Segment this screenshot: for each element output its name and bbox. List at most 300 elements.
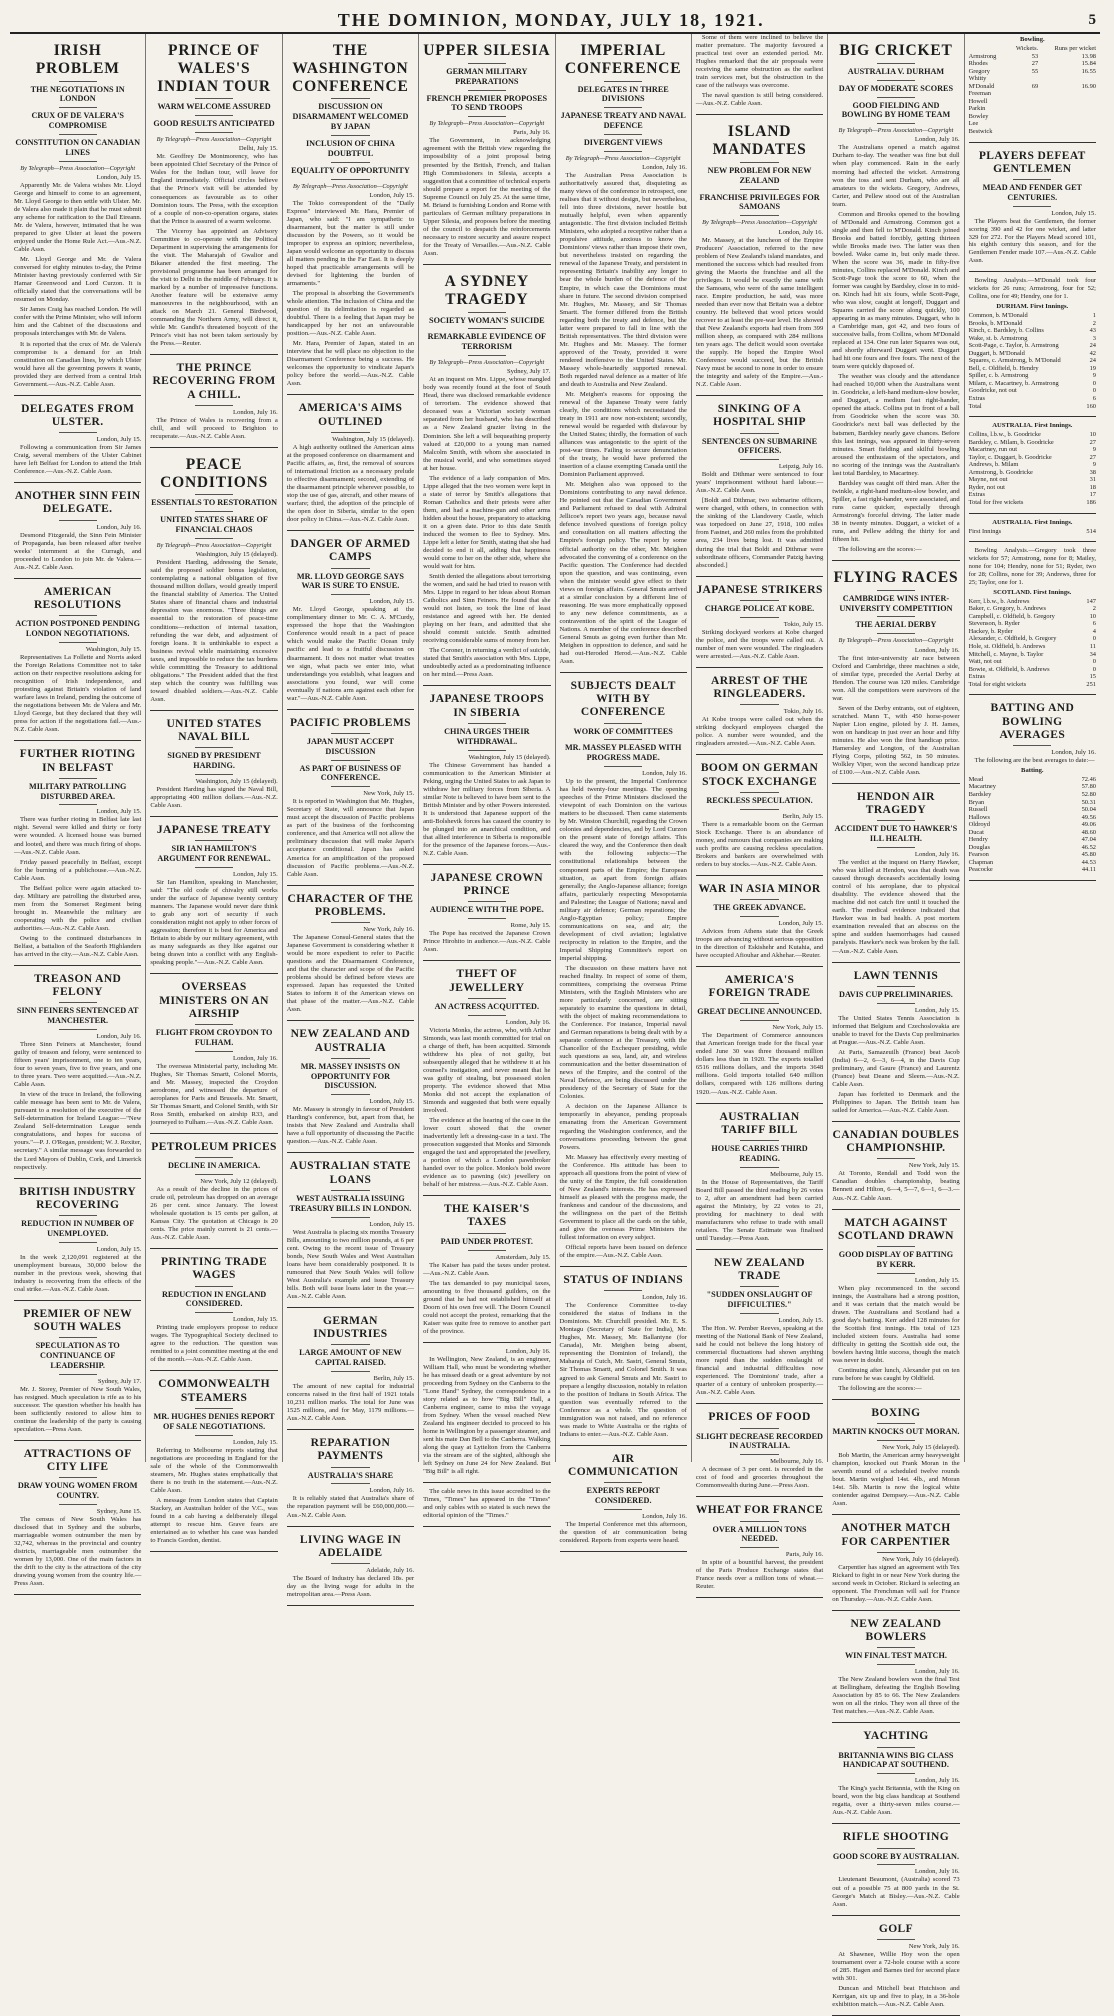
table-cell: 186 xyxy=(1086,499,1096,507)
table-cell: 31 xyxy=(1089,476,1096,484)
story-headline: AUSTRALIAN STATE LOANS xyxy=(289,1160,412,1186)
story-subhead: FLIGHT FROM CROYDON TO FULHAM. xyxy=(155,1027,273,1047)
subhead-rule xyxy=(331,594,369,595)
table-cell: Milam, c. Macartney, b. Armstrong xyxy=(968,379,1059,387)
story-headline: A SYDNEY TRAGEDY xyxy=(444,272,529,308)
story-divider xyxy=(14,395,141,396)
table-cell: Spiller, c. b. Armstrong xyxy=(968,372,1029,380)
story-headline: THE WASHINGTON CONFERENCE xyxy=(292,42,409,95)
story-subhead: CRUX OF DE VALERA'S COMPROMISE xyxy=(31,111,124,131)
table-cell: 27 xyxy=(1089,438,1096,446)
story-subhead: OVER A MILLION TONS NEEDED. xyxy=(712,1524,807,1544)
table-cell: 69 xyxy=(1031,82,1039,90)
table-cell: Stevenson, b. Ryder xyxy=(968,620,1020,628)
table-row xyxy=(969,380,1096,388)
table-cell: Andrews, b. Milam xyxy=(968,461,1019,469)
story-dateline: London, July 15. xyxy=(96,1245,142,1253)
story xyxy=(969,547,1096,688)
story-dateline: London, July 15. xyxy=(233,1438,278,1446)
story-subhead: THE NEGOTIATIONS IN LONDON xyxy=(30,84,125,104)
story-dateline: Melbourne, July 15. xyxy=(770,1170,824,1178)
story-divider xyxy=(287,1605,414,1606)
table-cell: 72.46 xyxy=(1081,775,1096,783)
story-dateline: London, July 16. xyxy=(505,1347,551,1355)
story xyxy=(969,519,1096,536)
story-subhead: DECLINE IN AMERICA. xyxy=(168,1161,261,1171)
story-dateline: Washington, July 15 (delayed). xyxy=(195,777,278,785)
story-subhead: MILITARY PATROLLING DISTURBED AREA. xyxy=(28,781,127,801)
story-subhead: THE GREEK ADVANCE. xyxy=(713,903,806,913)
story-dateline: Sydney, July 17. xyxy=(97,1377,142,1385)
stats-table xyxy=(969,528,1096,536)
story-subhead: PAID UNDER PROTEST. xyxy=(440,1236,533,1246)
story-subhead: WARM WELCOME ASSURED xyxy=(157,102,271,112)
story-paragraph: It is reported in Washington that Mr. Hughes, Secretary of State, will announce that Japan must accept the discussion of Pacific problems as part of the business of the forthcoming conference, and that America will not allow the preliminary discussion that will make Japan's acceptance conditional. Japan has asked America for an amplification of the proposed discussion of Pacific problems.—Aus.-N.Z. Cable Assn. xyxy=(286,798,415,878)
subhead-rule xyxy=(740,1020,778,1021)
subhead-rule xyxy=(468,1250,506,1251)
table-cell xyxy=(1007,113,1038,121)
story-subhead: GOOD DISPLAY OF BATTING BY KERR. xyxy=(838,1249,954,1269)
subhead-rule xyxy=(604,766,642,767)
table-cell: Ryder, not out xyxy=(968,483,1005,491)
table-cell: M'Donald xyxy=(968,82,995,90)
subhead-rule xyxy=(877,97,915,98)
subhead-rule xyxy=(877,1273,915,1274)
story-divider xyxy=(969,271,1096,272)
table-cell: Armstrong, b. Goodricke xyxy=(968,468,1033,476)
story-paragraph: The Conference Committee to-day considered the status of Indians in the Dominions. Mr. Churchill presided. Mr. E. S. Montagu (Secretary of State for India), Mr. Hughes, Mr. Massey, Mr. Ballantyne (for Canada), Mr. Meighen being absent, representing the Dominion of Ireland), the Maharaja of Cutch, Mr. Sastri, General Smuts, Sir Thomas Smartt, and Colonel Smith. It was agreed to ask General Smuts and Mr. Sastri to prepare a lengthy discussion, notably in relation to the position of Indians in South Africa. The question was eventually referred to the Conference as a whole. The question of immigration was not raised, and no reference was made to White Australia or the rights of Indians to enter.—Aus.-N.Z. Cable Assn. xyxy=(559,1302,687,1438)
headline-rule xyxy=(468,901,506,902)
table-row xyxy=(969,387,1096,395)
story xyxy=(150,981,277,1127)
story-subhead: SOCIETY WOMAN'S SUICIDE xyxy=(429,315,545,325)
story-divider xyxy=(832,1722,959,1723)
story-subhead: SIGNED BY PRESIDENT HARDING. xyxy=(167,751,261,771)
story-divider xyxy=(832,962,959,963)
table-cell xyxy=(1007,90,1038,98)
table-row xyxy=(969,866,1096,874)
story-dateline: New York, July 16 (delayed). xyxy=(882,1555,960,1563)
headline-rule xyxy=(468,723,506,724)
table-row xyxy=(969,613,1096,621)
story-subhead: CHINA URGES THEIR WITHDRAWAL. xyxy=(444,726,530,746)
story-headline: PLAYERS DEFEAT GENTLEMEN xyxy=(978,149,1086,175)
story-paragraph: In Wellington, New Zealand, is an engineer, William Hall, who must be wondering whether he has missed death or a great adventure by not proceeding from Sydney on the Canberra to the "Lone Hand" Sydney, the correspondence in a story related as to how "Big Bill" Hall, a Canberra engineer, came to miss the voyage from Sydney. When the vessel reached New Zealand his engineer decided to proceed to his home in Wellington by a passenger steamer, and sent his mate Dan Bell to the Canberra. Walking along the quay at Lyttelton from the Canberra via the stream are of the sighted, although she left Sydney on June 24 for New Zealand. But "Big Bill" is all right. xyxy=(423,1355,551,1476)
story-subhead: AS PART OF BUSINESS OF CONFERENCE. xyxy=(299,763,402,783)
headline-rule xyxy=(195,840,233,841)
table-cell: 13.98 xyxy=(1081,52,1096,60)
story-divider xyxy=(832,1209,959,1210)
table-row xyxy=(969,446,1096,454)
column-4 xyxy=(419,34,555,1520)
table-row xyxy=(969,335,1096,343)
table-cell: 1 xyxy=(1092,311,1096,319)
story-paragraph: The Belfast police were again attacked to-day. Military are patrolling the disturbed area, men from the Somerset Regiment being brought in. Meanwhile the military are cooperating with the police and civilian authorities.—Aus.-N.Z. Cable Assn. xyxy=(14,884,142,932)
table-row xyxy=(969,851,1096,859)
story-paragraph: The Australians opened a match against Durham to-day. The weather was fine but dull when play commenced. Rain in the early morning had affected the wicket. Armstrong won the toss and sent Durham, who are all amateurs to the wickets. Gregory, Andrews, Carter, and Pellew stood out of the Australian team. xyxy=(832,144,960,208)
story-subhead: ESSENTIALS TO RESTORATION xyxy=(151,498,278,508)
headline-rule xyxy=(331,1563,369,1564)
story-dateline: Tokio, July 16. xyxy=(783,708,824,716)
headline-rule xyxy=(331,568,369,569)
story-paragraph: A message from London states that Captain Stackey, an Australian holder of the V.C., was found in a cab having a deliberately illegal attempt to rescue him. Grave fears are entertained as to whether his case was handed to Francis Gordon, dentist. xyxy=(150,1496,278,1544)
story-dateline: New York, July 12 (delayed). xyxy=(200,1177,278,1185)
table-cell: 10 xyxy=(1089,431,1096,439)
story-subhead: DRAW YOUNG WOMEN FROM COUNTRY. xyxy=(17,1481,138,1501)
story-subhead: RECKLESS SPECULATION. xyxy=(706,795,813,805)
headline-rule xyxy=(877,820,915,821)
story-divider xyxy=(150,354,277,355)
table-cell: Baker, c. Gregory, b. Andrews xyxy=(968,605,1047,613)
subhead-rule xyxy=(740,189,778,190)
table-cell: 0 xyxy=(1092,665,1096,673)
table-row xyxy=(969,666,1096,674)
stats-table xyxy=(969,45,1096,136)
headline-rule xyxy=(740,899,778,900)
story-dateline: London, July 15. xyxy=(369,598,415,606)
story-paragraph: The New Zealand bowlers won the final Test at Bellingham, defeating the English Bowling Association by 85 to 66. The New Zealanders won on all the rinks. They won all three of the Test matches.—Aus.-N.Z. Cable Assn. xyxy=(832,1676,960,1716)
story-headline: SUBJECTS DEALT WITH BY CONFERENCE xyxy=(570,679,676,719)
story-subhead: MR. MASSEY INSISTS ON OPPORTUNITY FOR DISCUSSION. xyxy=(300,1061,401,1091)
subhead-rule xyxy=(740,617,778,618)
story-dateline: Washington, July 15. xyxy=(85,645,142,653)
story-divider xyxy=(832,783,959,784)
story-dateline: London, July 15. xyxy=(369,1220,415,1228)
story-paragraph: Bowling Analysis.—M'Donald took four wickets for 26 runs; Armstrong, four for 52; Collins, one for 49; Hendry, one for 1. xyxy=(968,277,1096,301)
table-cell: 49.06 xyxy=(1081,821,1096,829)
subhead-rule xyxy=(59,107,97,108)
table-cell: Chapman xyxy=(968,858,994,866)
story-subhead: GOOD RESULTS ANTICIPATED xyxy=(153,119,275,129)
table-row xyxy=(969,83,1096,91)
story-headline: COMMONWEALTH STEAMERS xyxy=(158,1378,270,1404)
story-subhead: WIN FINAL TEST MATCH. xyxy=(844,1651,947,1661)
headline-rule xyxy=(59,615,97,616)
table-cell: 251 xyxy=(1086,680,1096,688)
headline-rule xyxy=(195,1024,233,1025)
story-divider xyxy=(14,1178,141,1179)
story-paragraph: The census of New South Wales has disclosed that in Sydney and the suburbs, marriageable women outnumber the men by 32,742, whereas in the provincial and country districts, marriageable men outnumber the women by 13,000. One of the main factors in the drift to the city is the attractions of the city drawing young women from the country life.—Press Assn. xyxy=(14,1516,142,1588)
table-cell: 2 xyxy=(1092,319,1096,327)
story xyxy=(832,1618,959,1716)
story-paragraph: The discussion on these matters have not reached finality. In respect of some of them, committees, comprising the overseas Prime Ministers, with the English Ministers who are more particularly concerned, are sitting separately to examine the questions in detail, with the object of making recommendations to the Conference. For instance, Imperial naval and German reparations is being dealt with by a separate conference at the Treasury, with the Chancellor of the Exchequer presiding, while such questions as sea, land, air, and wireless communication and the better dissemination of news of the Empire, and the control of the Naval Defence, are being discussed under the presidency of the Secretary of State for the Colonies. xyxy=(559,964,687,1101)
story-paragraph: The evidence at the hearing of the case in the lower court showed that the owner inadvertently left a dressing-case in a taxi. The prosecution suggested that Monks and Simonds engaged the taxi and appropriated the jewellery, a portion of which a London pawnbroker handed over to the police. Monks's bold swore evidence as to pawning (sic) jewellery on behalf of her mistress.—Aus.-N.Z. Cable Assn. xyxy=(423,1116,551,1189)
table-cell xyxy=(1007,98,1038,106)
story xyxy=(969,36,1096,136)
story xyxy=(969,277,1096,410)
story-paragraph: Japan has forfeited to Denmark and the Philippines to Japan. The British team has sailed for America.—Aus.-N.Z. Cable Assn. xyxy=(832,1090,960,1114)
headline-rule xyxy=(877,1246,915,1247)
subhead-rule xyxy=(331,162,369,163)
table-cell xyxy=(1038,105,1096,113)
table-cell: 57.80 xyxy=(1081,783,1096,791)
story-subhead: AUDIENCE WITH THE POPE. xyxy=(429,905,544,915)
story-dateline: London, July 15. xyxy=(914,1006,960,1014)
story-divider xyxy=(969,694,1096,695)
story-dateline: London, July 15. xyxy=(369,191,415,199)
story-headline: YACHTING xyxy=(863,1730,929,1743)
story-paragraph: Sir Ian Hamilton, speaking in Manchester, said: "The old code of chivalry still works under the surface of Japanese twenty century manners. The Japanese would never dare think to grab any sort of security if such consideration might not apply to other forces of aggression; therefore it is best for America and Britain to abide by our military agreement, with as many safeguards as they like against our being drawn into a conflict with any English-speaking people."—Aus.-N.Z. Cable Assn. xyxy=(150,878,278,967)
story xyxy=(832,1522,959,1604)
story-subhead: DAY OF MODERATE SCORES xyxy=(838,83,954,93)
story-paragraph: Mr. J. Storey, Premier of New South Wales, has resigned. Much speculation is rife as to his successor. The question whether his health has been sufficiently restored to allow him to continue the leadership of the party is causing speculation.—Press Assn. xyxy=(14,1385,142,1433)
story-paragraph: Referring to Melbourne reports stating that negotiations are proceeding in England for the sale of the whole of the Commonwealth steamers, Mr. Hughes states emphatically that there is no truth in the statement.—Aus.-N.Z. Cable Assn. xyxy=(150,1446,278,1494)
story-paragraph: The Viceroy has appointed an Advisory Committee to co-operate with the Political Department in supervising the arrangements for the visit. The Maharajah of Gwalior and Bikaner attended the first meeting. The provisional programme has been arranged for the visit to Delhi in the middle of February. It is marked by a number of impressive functions. Another feature will be extensive army manoeuvres in the neighbourhood, with an attack on March 21. General Birdwood, commanding the Northern Army, will direct it, while Mr. Gandhi's threatened boycott of the Prince's visit has not been taken seriously by the Press.—Reuter. xyxy=(150,227,278,348)
table-cell: 49.56 xyxy=(1081,813,1096,821)
subhead-rule xyxy=(468,116,506,117)
story-paragraph: The Tokio correspondent of the "Daily Express" interviewed Mr. Hara, Premier of Japan, who said: "I am sympathetic to disarmament, but the matter is still under discussion by the Powers, so it would be improper to express an opinion; nevertheless, Japan would welcome an opportunity to discuss all matters pending in the Far East. It is deeply hoped that practicable arrangements will be devised for lightening the burden of armaments." xyxy=(286,199,415,288)
story-paragraph: The Pope has received the Japanese Crown Prince Hirohito in audience.—Aus.-N.Z. Cable Assn. xyxy=(423,930,551,954)
table-cell: 2 xyxy=(1092,605,1096,613)
story-paragraph: Boldt and Dithmar were sentenced to four years' imprisonment without hard labour.—Aus.-N.Z. Cable Assn. xyxy=(695,471,824,495)
story-paragraph: Mr. Lloyd George, speaking at the complimentary dinner to Mr. C. A. M'Curdy, expressed the hope that the Washington Conference would result in a pact of peace which would make the Pacific Ocean truly pacific and lead to a fruitful discussion on disarmament. It does not matter what treaties we sign, what pacts we enter into, what understandings you establish, what leagues and associations you found, war will come eventually if nations arm against each other for war."—Aus.-N.Z. Cable Assn. xyxy=(286,606,415,702)
story-paragraph: When play recommenced in the second innings, the Australians had a strong position, and it was certain that the match would be drawn. The Australians and Scotland had a good day's batting. Kerr added 128 minutes for the Scottish first innings. His total of 123 included sixteen fours. Australia had some difficulty in getting the Scottish side out, the bowlers having little success, though the match was never in doubt. xyxy=(832,1284,960,1364)
story xyxy=(832,1831,959,1908)
story-headline: PRINTING TRADE WAGES xyxy=(161,1256,268,1282)
story-credit: By Telegraph—Press Association—Copyright xyxy=(702,219,817,227)
table-cell: Taylor, c. Duggart, b. Goodricke xyxy=(968,453,1052,461)
story-dateline: London, July 15. xyxy=(96,808,142,816)
story-paragraph: Bowling Analysis.—Gregory took three wickets for 57; Armstrong, none for 8; Mailey, none for 104; Hendry, none for 51; Ryder, two for 28; Collins, none for 39; Andrews, three for 25; Taylor, one for 1. xyxy=(968,547,1096,586)
table-cell: Kinch, c. Bardsley, b. Collins xyxy=(968,327,1044,335)
story-dateline: London, July 15. xyxy=(233,870,278,878)
story-headline: SINKING OF A HOSPITAL SHIP xyxy=(713,403,806,429)
subhead-rule xyxy=(195,132,233,133)
table-row xyxy=(969,799,1096,807)
subhead-rule xyxy=(468,355,506,356)
story xyxy=(696,883,823,960)
story-subhead: THE AERIAL DERBY xyxy=(855,620,937,630)
story xyxy=(423,1348,550,1476)
story-paragraph: The Hon. W. Pember Reeves, speaking at the meeting of the National Bank of New Zealand, said he could not believe the long history of commercial fluctuations had shown anything more rapid than the sudden onslaught of financial and industrial difficulties now experienced. The Dominions' trade, after a quarter of a century of unbroken prosperity.—Aus.-N.Z. Cable Assn. xyxy=(695,1325,824,1397)
subhead-rule xyxy=(331,1371,369,1372)
table-cell: Hackey, b. Ryder xyxy=(968,627,1013,635)
story-paragraph: Mr. Meighen's reasons for opposing the renewal of the Japanese Treaty were fairly clearly, the conditions which necessitated the treaty in 1911 are now non-existent; secondly, renewal would be regarded with disfavour by the United States; thirdly, the formation of such alliances was antagonistic to the spirit of the post-war times. Failing to secure denunciation of the treaty, he would have preferred the insertion of a clause exempting Canada until the Dominion Parliament approved. xyxy=(559,390,687,479)
story-paragraph: The cable news in this issue accredited to the Times, "Times" has appeared in the "Times" and only cables with so stated is such news the editorial opinion of the "Times." xyxy=(423,1488,551,1520)
table-row xyxy=(969,681,1096,689)
story-divider xyxy=(696,966,823,967)
headline-rule xyxy=(740,704,778,705)
story-paragraph: Lieutenant Beaumont, (Australia) scored 73 out of a possible 75 at 800 yards in the St. George's Match at Bisley.—Aus.-N.Z. Cable Assn. xyxy=(832,1876,960,1908)
story-dateline: London, July 15. xyxy=(96,173,142,181)
story xyxy=(969,422,1096,506)
headline-rule xyxy=(195,1157,233,1158)
story-dateline: London, July 16. xyxy=(642,770,687,778)
table-row xyxy=(969,120,1096,128)
subhead-rule xyxy=(604,134,642,135)
table-cell: 50.31 xyxy=(1081,798,1096,806)
story xyxy=(696,1111,823,1243)
story-headline: PRINCE OF WALES'S INDIAN TOUR xyxy=(157,42,271,95)
table-row xyxy=(969,68,1096,76)
story xyxy=(560,1453,687,1545)
story xyxy=(832,569,959,777)
story-paragraph: Three Sinn Feiners at Manchester, found guilty of treason and felony, were sentenced to fifteen years' imprisonment, one to ten years, four to seven years, five to five years, and one to three years. Two were acquitted.—Aus.-N.Z. Cable Assn. xyxy=(14,1041,142,1089)
story-divider xyxy=(560,1266,687,1267)
story xyxy=(287,42,414,388)
story-subhead: DISCUSSION ON DISARMAMENT WELCOMED BY JAPAN xyxy=(292,102,409,132)
table-row xyxy=(969,814,1096,822)
story-paragraph: Victoria Monks, the actress, who, with Arthur Simonds, was last month committed for trial on a charge of theft, has been acquitted. Simonds withdrew his plea of not guilty, but subsequently alleged that he withdrew it at his counsel's instigation, and never meant that he was guilty of stealing, but possessed stolen property. The evidence showed that Miss Monks did not accept the explanation of Simonds and suggested that both were equally involved. xyxy=(423,1026,551,1114)
story-subhead: GOOD FIELDING AND BOWLING BY HOME TEAM xyxy=(841,100,951,120)
story-paragraph: There is a remarkable boom on the German Stock Exchange. There is an abundance of money, and rumours that companies are making such profits are causing reckless speculation. Brokers and bankers are overwhelmed with orders to buy stocks.—Aus.-N.Z. Cable Assn. xyxy=(695,820,824,868)
subhead-rule xyxy=(195,1174,233,1175)
story-dateline: London, July 15. xyxy=(369,1098,415,1106)
table-cell xyxy=(1038,120,1096,128)
headline-rule xyxy=(195,1286,233,1287)
story-paragraph: The United States Tennis Association is informed that Belgium and Czechoslovakia are unable to travel for the Davis Cup preliminaries at Prague.—Aus.-N.Z. Cable Assn. xyxy=(832,1014,960,1046)
subhead-rule xyxy=(604,739,642,740)
story-paragraph: Bardsley was caught off third man. After the twinkle, a right-hand medium-slow bowler, and Spiller, a fast right-hander, were associated, and runs came quicker, especially through Armstrong's forceful driving. The latter made 38 in twenty minutes. Duggart, a wicket of a runs, and Pellew adding the thirty for and fifteen hit. xyxy=(832,479,960,543)
table-cell: Scott-Page, c. Taylor, b. Armstrong xyxy=(968,342,1059,350)
story-headline: JAPANESE STRIKERS xyxy=(696,583,823,596)
story-dateline: London, July 16. xyxy=(642,1294,687,1302)
story-divider xyxy=(969,541,1096,542)
story-dateline: London, July 16. xyxy=(233,408,278,416)
story-divider xyxy=(696,395,823,396)
story-divider xyxy=(832,560,959,561)
table-cell xyxy=(1007,128,1038,136)
story-headline: ANOTHER MATCH FOR CARPENTIER xyxy=(841,1522,951,1548)
subhead-rule xyxy=(877,1773,915,1774)
story-headline: UNITED STATES NAVAL BILL xyxy=(166,717,262,744)
table-row xyxy=(969,403,1096,411)
story-dateline: Washington, July 15 (delayed). xyxy=(468,753,551,761)
table-cell xyxy=(1007,75,1038,83)
stats-table xyxy=(969,776,1096,874)
table-row xyxy=(969,844,1096,852)
story-paragraph: The Imperial Conference met this afternoon, the question of air communication being considered. Reports from experts were heard. xyxy=(559,1520,687,1544)
table-cell: Rhodes xyxy=(968,60,988,68)
story-dateline: London, July 16. xyxy=(778,228,824,236)
story-divider xyxy=(696,1496,823,1497)
story-divider xyxy=(560,672,687,673)
subhead-rule xyxy=(195,774,233,775)
story-divider xyxy=(696,1103,823,1104)
story-dateline: London, July 15. xyxy=(233,1316,278,1324)
story-subhead: NEW PROBLEM FOR NEW ZEALAND xyxy=(707,165,812,185)
story-credit: By Telegraph—Press Association—Copyright xyxy=(838,637,954,645)
story-dateline: London, July 16. xyxy=(96,1033,142,1041)
story-subhead: SPECULATION AS TO CONTINUANCE OF LEADERSHIP. xyxy=(35,1341,120,1370)
table-cell: Oldroyd xyxy=(968,821,990,829)
story-divider xyxy=(150,973,277,974)
story-divider xyxy=(287,1152,414,1153)
story-paragraph: It is reported that the crux of Mr. de Valera's compromise is a demand for an Irish constitution on Canadian lines, by which Ulster would have all the governing powers it wants, provided they are derived from a central Irish Government.—Aus.-N.Z. Cable Assn. xyxy=(14,340,142,388)
story xyxy=(832,1217,959,1394)
story-subhead: LARGE AMOUNT OF NEW CAPITAL RAISED. xyxy=(299,1348,402,1368)
story-subhead: MR. MASSEY PLEASED WITH PROGRESS MADE. xyxy=(564,743,682,763)
subhead-rule xyxy=(604,1509,642,1510)
story xyxy=(287,717,414,879)
story-headline: JAPANESE CROWN PRINCE xyxy=(430,871,544,898)
story-headline: CHARACTER OF THE PROBLEMS. xyxy=(287,892,414,918)
table-cell: 48.60 xyxy=(1081,828,1096,836)
story-subhead: SINN FEINERS SENTENCED AT MANCHESTER. xyxy=(16,1006,139,1026)
story-subhead: MARTIN KNOCKS OUT MORAN. xyxy=(832,1427,960,1437)
headline-rule xyxy=(59,1002,97,1003)
story-subhead: SLIGHT DECREASE RECORDED IN AUSTRALIA. xyxy=(696,1431,823,1451)
story-paragraph: Advices from Athens state that the Greek troops are advancing without serious opposition in the direction of Eskishehr and Kutahia, and have occupied Afiouhar and Akhehar.—Reuter. xyxy=(695,927,824,959)
story-paragraph: Official reports have been issued on defence of the empire.—Aus.-N.Z. Cable Assn. xyxy=(559,1243,687,1259)
story-divider xyxy=(696,875,823,876)
table-row xyxy=(969,431,1096,439)
table-cell: 52.80 xyxy=(1081,790,1096,798)
story-subhead: DELEGATES IN THREE DIVISIONS xyxy=(577,84,669,104)
headline-rule xyxy=(740,1521,778,1522)
table-cell xyxy=(1038,113,1096,121)
columns xyxy=(10,34,1100,2008)
table-title: SCOTLAND. First Innings. xyxy=(993,588,1072,596)
table-cell: 147 xyxy=(1086,597,1096,605)
table-row xyxy=(969,476,1096,484)
table-cell: 10 xyxy=(1089,612,1096,620)
story-dateline: London, July 16. xyxy=(914,1777,960,1785)
table-cell: Hendry xyxy=(968,836,988,844)
headline-rule xyxy=(877,1158,915,1159)
story-headline: IRISH PROBLEM xyxy=(35,42,120,77)
subhead-rule xyxy=(331,1217,369,1218)
headline-rule xyxy=(740,1003,778,1004)
story-paragraph: President Harding, addressing the Senate, said the proposed soldier bonus legislation, contemplating a national obligation of five thousand million dollars, would greatly imperil the financial stability of America. The United States share of financial chaos and industrial depression was enormous. "Three things are essential to the restoration of peace-time conditions—reduction of internal taxation, refunding the war debt, and adjustment of foreign loans. It is unthinkable to expect a business revival while maintaining excessive taxes, and impossible to reduce the tax burdens while committing the Treasury to additional obligations." The President added that the first step which the country was fulfilling was toward disabled soldiers.—Aus.-N.Z. Cable Assn. xyxy=(150,559,278,703)
story-dateline: London, July 15. xyxy=(96,436,142,444)
table-title: AUSTRALIA. First Innings. xyxy=(992,422,1073,430)
story-subhead: WEST AUSTRALIA ISSUING TREASURY BILLS IN LONDON. xyxy=(289,1193,412,1213)
subhead-rule xyxy=(331,760,369,761)
story xyxy=(287,893,414,1015)
subhead-rule xyxy=(877,633,915,634)
table-row xyxy=(969,90,1096,98)
story-credit: By Telegraph—Press Association—Copyright xyxy=(838,127,954,135)
headline-rule xyxy=(59,1215,97,1216)
story-paragraph: The Japanese Consul-General states that the Japanese Government is considering whether it would be more expedient to refer to Pacific questions and the Disarmament Conference, and that the character and scope of the Pacific problems should be defined before views are expressed. Japan has requested the United States to inform it of the American views on that phase of the matter.—Aus.-N.Z. Cable Assn. xyxy=(286,934,415,1014)
table-cell: 55 xyxy=(1031,67,1039,75)
table-cell: 45.80 xyxy=(1081,851,1096,859)
headline-rule xyxy=(195,405,233,406)
table-cell: 160 xyxy=(1086,402,1096,410)
story-paragraph: The proposal is absorbing the Government's whole attention. The inclusion of China and the question of its delimitation is regarded as doubtful. There is a feeling that Japan may be handicapped by her not an unfavourable position.—Aus.-N.Z. Cable Assn. xyxy=(286,290,415,338)
story xyxy=(287,1534,414,1600)
story xyxy=(832,42,959,554)
story-credit: By Telegraph—Press Association—Copyright xyxy=(156,136,272,144)
story-dateline: Adelaide, July 16. xyxy=(366,1566,415,1574)
story-headline: JAPANESE TROOPS IN SIBERIA xyxy=(429,693,545,719)
story-divider xyxy=(832,1823,959,1824)
table-cell: Bardsley xyxy=(968,790,992,798)
story-divider xyxy=(423,1195,550,1196)
story-divider xyxy=(560,1551,687,1552)
table-cell: 9 xyxy=(1092,461,1096,469)
table-cell: Bowley xyxy=(968,112,989,120)
story-headline: THE PRINCE RECOVERING FROM A CHILL. xyxy=(152,362,276,401)
story-headline: PREMIER OF NEW SOUTH WALES xyxy=(23,1307,133,1334)
story-paragraph: Bob Martin, the American army heavyweight champion, knocked out Frank Moran in the seventh round of a scheduled twelve rounds bout. Martin weighed 14st. 4lb., and Moran 14st. 5lb. Martin is now the logical white contender against Dempsey.—Aus.-N.Z. Cable Assn. xyxy=(832,1452,960,1508)
table-row xyxy=(969,776,1096,784)
table-row xyxy=(969,628,1096,636)
story-headline: JAPANESE TREATY xyxy=(156,824,272,837)
story xyxy=(696,1411,823,1490)
story-credit: By Telegraph—Press Association—Copyright xyxy=(429,359,545,367)
table-row xyxy=(969,791,1096,799)
story-subhead: BRITANNIA WINS BIG CLASS HANDICAP AT SOUTHEND. xyxy=(838,1750,954,1770)
headline-rule xyxy=(877,1939,915,1940)
column-1 xyxy=(10,34,146,1588)
subhead-rule xyxy=(59,1029,97,1030)
story-divider xyxy=(832,1915,959,1916)
story-headline: DANGER OF ARMED CAMPS xyxy=(290,538,411,564)
subhead-rule xyxy=(740,916,778,917)
table-row xyxy=(969,499,1096,507)
